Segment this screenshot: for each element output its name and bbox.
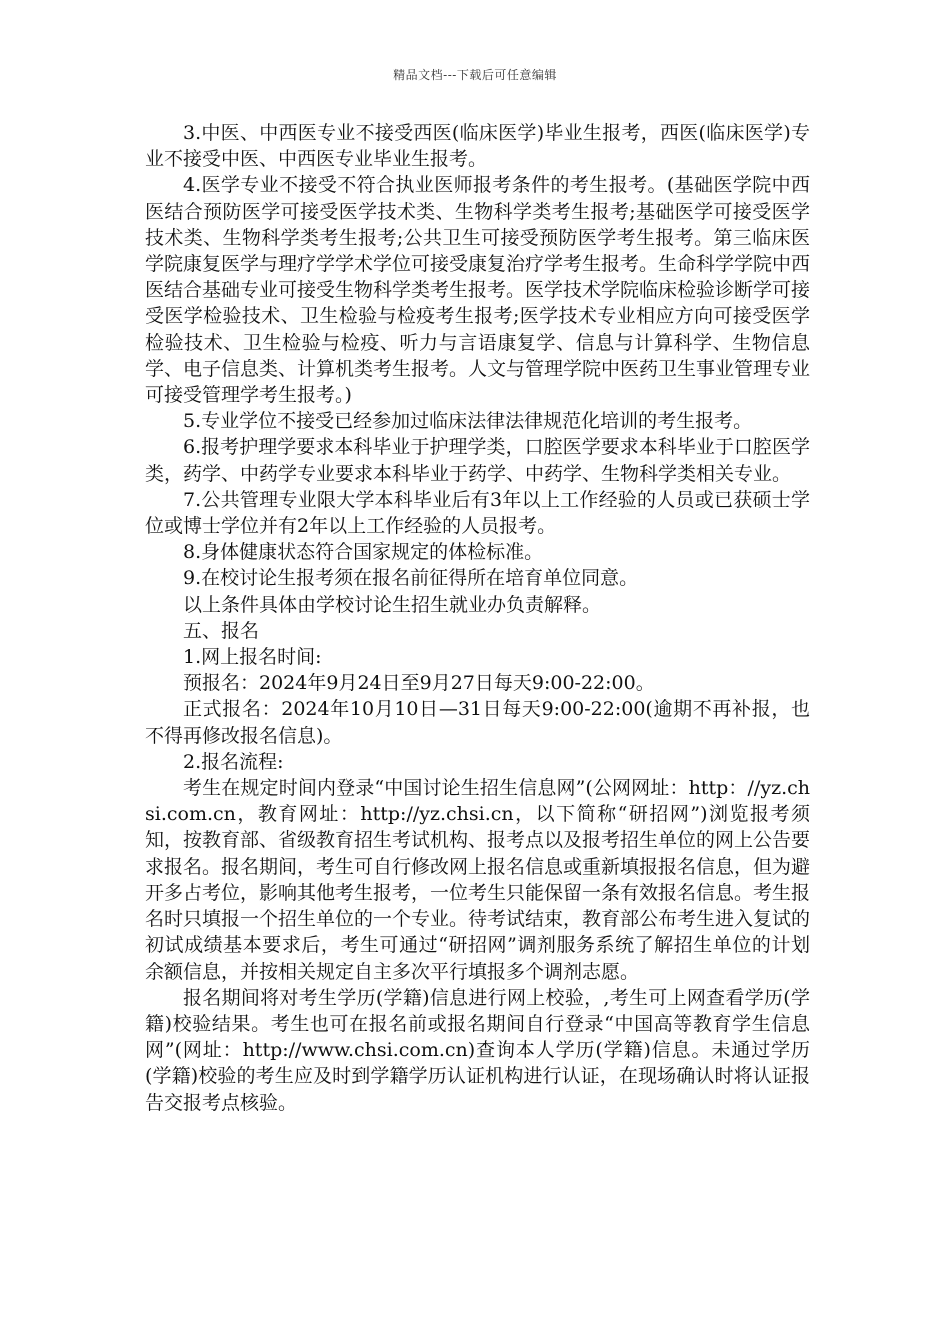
pre-registration-time: 预报名：2024年9月24日至9月27日每天9:00-22:00。 xyxy=(183,672,655,695)
paragraph-item-4: 4.医学专业不接受不符合执业医师报考条件的考生报考。(基础医学院中西医结合预防医学可接受医学技术类、生物科学类考生报考;基础医学可接受医学技术类、生物科学类考生报考;公共卫生可接受预防医学考生报考。第三临床医学院康复医学与理疗学学术学位可接受康复治疗学考生报考。生命科学学院中西医结合基础专业可接受生物科学类考生报考。医学技术学院临床检验诊断学可接受医学检验技术、卫生检验与检疫考生报考;医学技术专业相应方向可接受医学检验技术、卫生检验与检疫、听力与言语康复学、信息与计算科学、生物信息学、电子信息类、计算机类考生报考。人文与管理学院中医药卫生事业管理专业可接受管理学考生报考。) xyxy=(145,174,811,407)
formal-registration-time: 正式报名：2024年10月10日—31日每天9:00-22:00(逾期不再补报，也不得再修改报名信息)。 xyxy=(145,698,810,747)
paragraph-item-9: 9.在校讨论生报考须在报名前征得所在培育单位同意。 xyxy=(183,567,639,590)
process-paragraph: 考生在规定时间内登录“中国讨论生招生信息网”(公网网址：http：//yz.chsi.com.cn，教育网址：http://yz.chsi.cn，以下简称“研招网”)浏览报考须知，按教育部、省级教育招生考试机构、报考点以及报考招生单位的网上公告要求报名。报名期间，考生可自行修改网上报名信息或重新填报报名信息，但为避开多占考位，影响其他考生报考，一位考生只能保留一条有效报名信息。考生报名时只填报一个招生单位的一个专业。待考试结束，教育部公布考生进入复试的初试成绩基本要求后，考生可通过“研招网”调剂服务系统了解招生单位的计划余额信息，并按相关规定自主多次平行填报多个调剂志愿。 xyxy=(145,777,811,983)
page-header: 精品文档---下载后可任意编辑 xyxy=(393,68,557,82)
paragraph-item-3: 3.中医、中西医专业不接受西医(临床医学)毕业生报考，西医(临床医学)专业不接受中医、中西医专业毕业生报考。 xyxy=(145,122,810,171)
subsection-time-heading: 1.网上报名时间: xyxy=(183,646,322,669)
paragraph-item-8: 8.身体健康状态符合国家规定的体检标准。 xyxy=(183,541,544,564)
paragraph-note: 以上条件具体由学校讨论生招生就业办负责解释。 xyxy=(183,593,602,616)
paragraph-item-5: 5.专业学位不接受已经参加过临床法律法律规范化培训的考生报考。 xyxy=(183,410,753,433)
verification-paragraph: 报名期间将对考生学历(学籍)信息进行网上校验，,考生可上网查看学历(学籍)校验结果。考生也可在报名前或报名期间自行登录“中国高等教育学生信息网”(网址：http://www.chsi.com.cn)查询本人学历(学籍)信息。未通过学历(学籍)校验的考生应及时到学籍学历认证机构进行认证，在现场确认时将认证报告交报考点核验。 xyxy=(145,986,810,1114)
document-body xyxy=(145,120,810,1116)
paragraph-item-7: 7.公共管理专业限大学本科毕业后有3年以上工作经验的人员或已获硕士学位或博士学位并有2年以上工作经验的人员报考。 xyxy=(145,488,810,538)
paragraph-item-6: 6.报考护理学要求本科毕业于护理学类，口腔医学要求本科毕业于口腔医学类，药学、中药学专业要求本科毕业于药学、中药学、生物科学类相关专业。 xyxy=(145,436,810,485)
subsection-process-heading: 2.报名流程: xyxy=(183,750,284,773)
section-heading: 五、报名 xyxy=(183,619,260,642)
